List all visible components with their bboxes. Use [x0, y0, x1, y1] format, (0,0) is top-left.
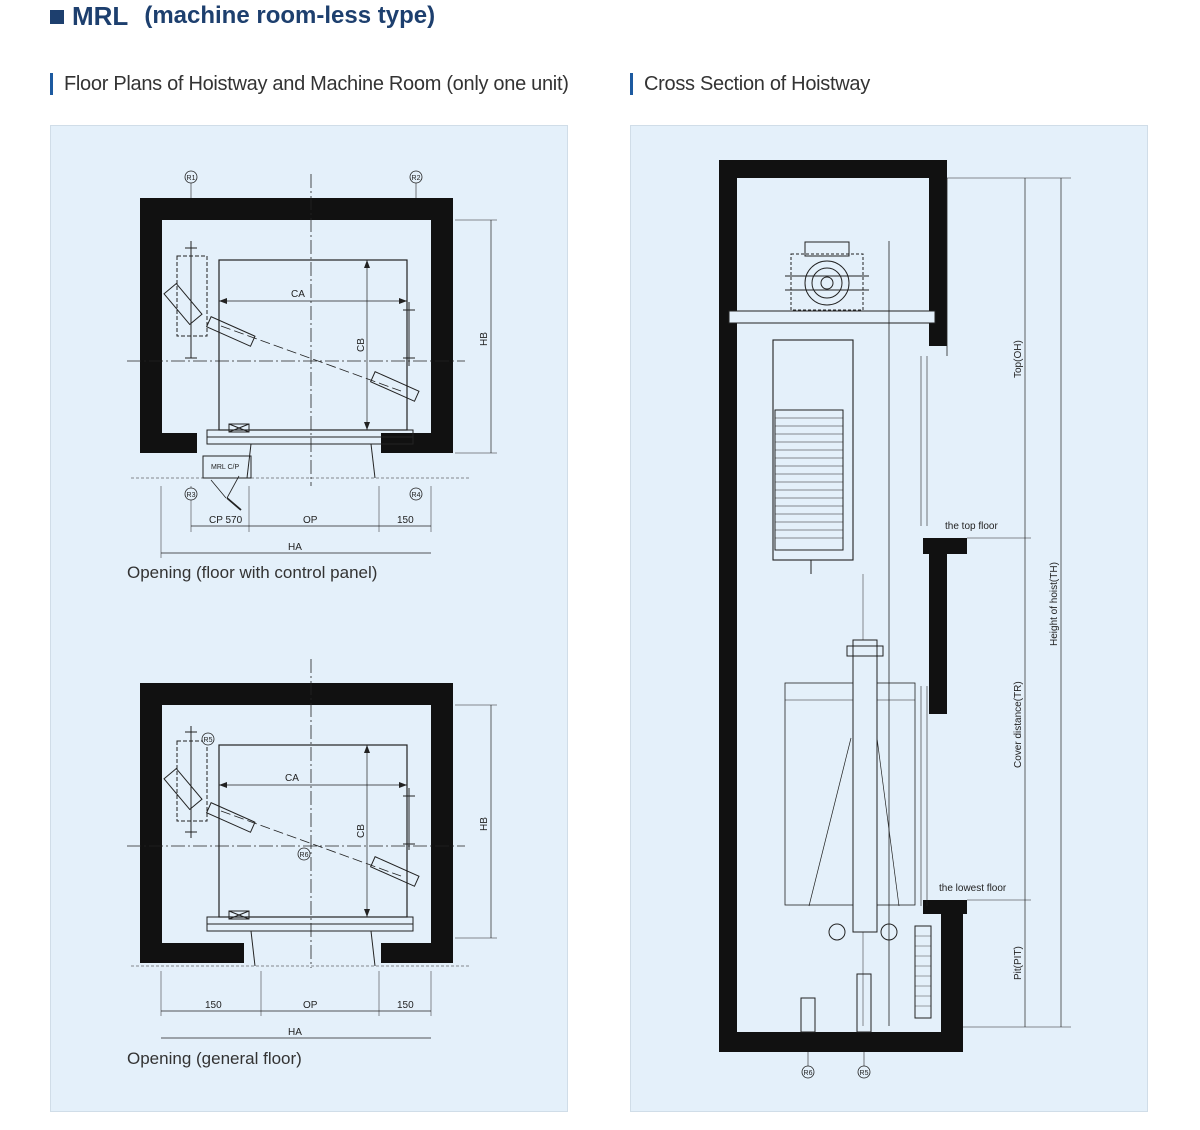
label-lowest-floor: the lowest floor	[939, 883, 1007, 894]
floor-plans-panel	[50, 125, 568, 1112]
top-slab	[719, 160, 947, 178]
label-cb: CB	[356, 338, 367, 352]
guide-shoe	[371, 372, 419, 402]
hoistway-wall	[140, 683, 453, 963]
buffer	[801, 998, 815, 1032]
plan-bottom	[127, 659, 497, 1038]
floor-plans-heading	[50, 72, 569, 96]
marker-r2-label: R2	[411, 175, 421, 182]
counterweight	[164, 769, 202, 810]
label-cover-tr: Cover distance(TR)	[1013, 681, 1024, 768]
label-150-right: 150	[397, 1000, 414, 1011]
cross-section-panel	[630, 125, 1148, 1112]
floor-plans-heading-text: Floor Plans of Hoistway and Machine Room (only one unit)	[64, 72, 569, 95]
counterweight	[164, 284, 202, 325]
plan-top	[127, 171, 497, 558]
marker-r5-label: R5	[859, 1070, 869, 1077]
heading-bar	[630, 73, 633, 95]
title-main: MRL	[72, 0, 129, 31]
floor-plans-drawing	[51, 126, 569, 1113]
label-top-oh: Top(OH)	[1013, 340, 1024, 378]
counterweight-frame	[177, 741, 207, 821]
marker-r6-label: R6	[299, 852, 309, 859]
label-ha: HA	[288, 1027, 302, 1038]
cross-section-drawing	[631, 126, 1149, 1113]
traction-machine	[785, 242, 869, 310]
label-ca: CA	[285, 773, 299, 784]
label-op: OP	[303, 1000, 318, 1011]
marker-r4-label: R4	[411, 492, 421, 499]
label-cb: CB	[356, 824, 367, 838]
title-bullet	[50, 10, 64, 24]
left-wall	[719, 160, 737, 1052]
top-floor-slab	[923, 538, 967, 554]
marker-r5-label: R5	[203, 737, 213, 744]
elevator-car	[785, 683, 915, 905]
cp-leader	[211, 480, 226, 498]
label-ca: CA	[291, 289, 305, 300]
guide-shoe	[207, 803, 255, 833]
cross-section-heading	[630, 72, 870, 96]
plan-bottom-caption: Opening (general floor)	[127, 1049, 302, 1068]
counterweight-frame	[177, 256, 207, 336]
label-hb: HB	[479, 817, 490, 831]
label-ha: HA	[288, 542, 302, 553]
label-150-left: 150	[205, 1000, 222, 1011]
label-150: 150	[397, 515, 414, 526]
door-sill	[207, 917, 413, 924]
hoistway-wall	[140, 198, 453, 453]
title-sub: (machine room-less type)	[144, 2, 436, 29]
label-cp: CP 570	[209, 515, 243, 526]
label-pit: Pit(PIT)	[1013, 946, 1024, 980]
label-hb: HB	[479, 332, 490, 346]
guide-shoe	[371, 857, 419, 887]
pit-floor	[719, 1032, 963, 1052]
label-height-th: Height of hoist(TH)	[1049, 562, 1060, 646]
marker-r3-label: R3	[186, 492, 196, 499]
right-wall-middle	[929, 554, 947, 714]
section-drawing	[719, 160, 1071, 1078]
label-mrl-cp: MRL C/P	[211, 464, 240, 471]
buffer	[857, 974, 871, 1032]
pit-ladder	[915, 926, 931, 1018]
marker-r6-label: R6	[803, 1070, 813, 1077]
label-top-floor: the top floor	[945, 521, 998, 532]
pit-wall	[941, 914, 963, 1052]
door-sill	[207, 924, 413, 931]
marker-r1-label: R1	[186, 175, 196, 182]
cross-section-heading-text: Cross Section of Hoistway	[644, 72, 870, 95]
plan-top-caption: Opening (floor with control panel)	[127, 563, 378, 582]
heading-bar	[50, 73, 53, 95]
guide-shoe	[207, 317, 255, 347]
page-title	[50, 0, 435, 32]
lowest-floor-slab	[923, 900, 967, 914]
label-op: OP	[303, 515, 318, 526]
machine-beam	[729, 311, 935, 323]
car-sling	[853, 640, 877, 932]
